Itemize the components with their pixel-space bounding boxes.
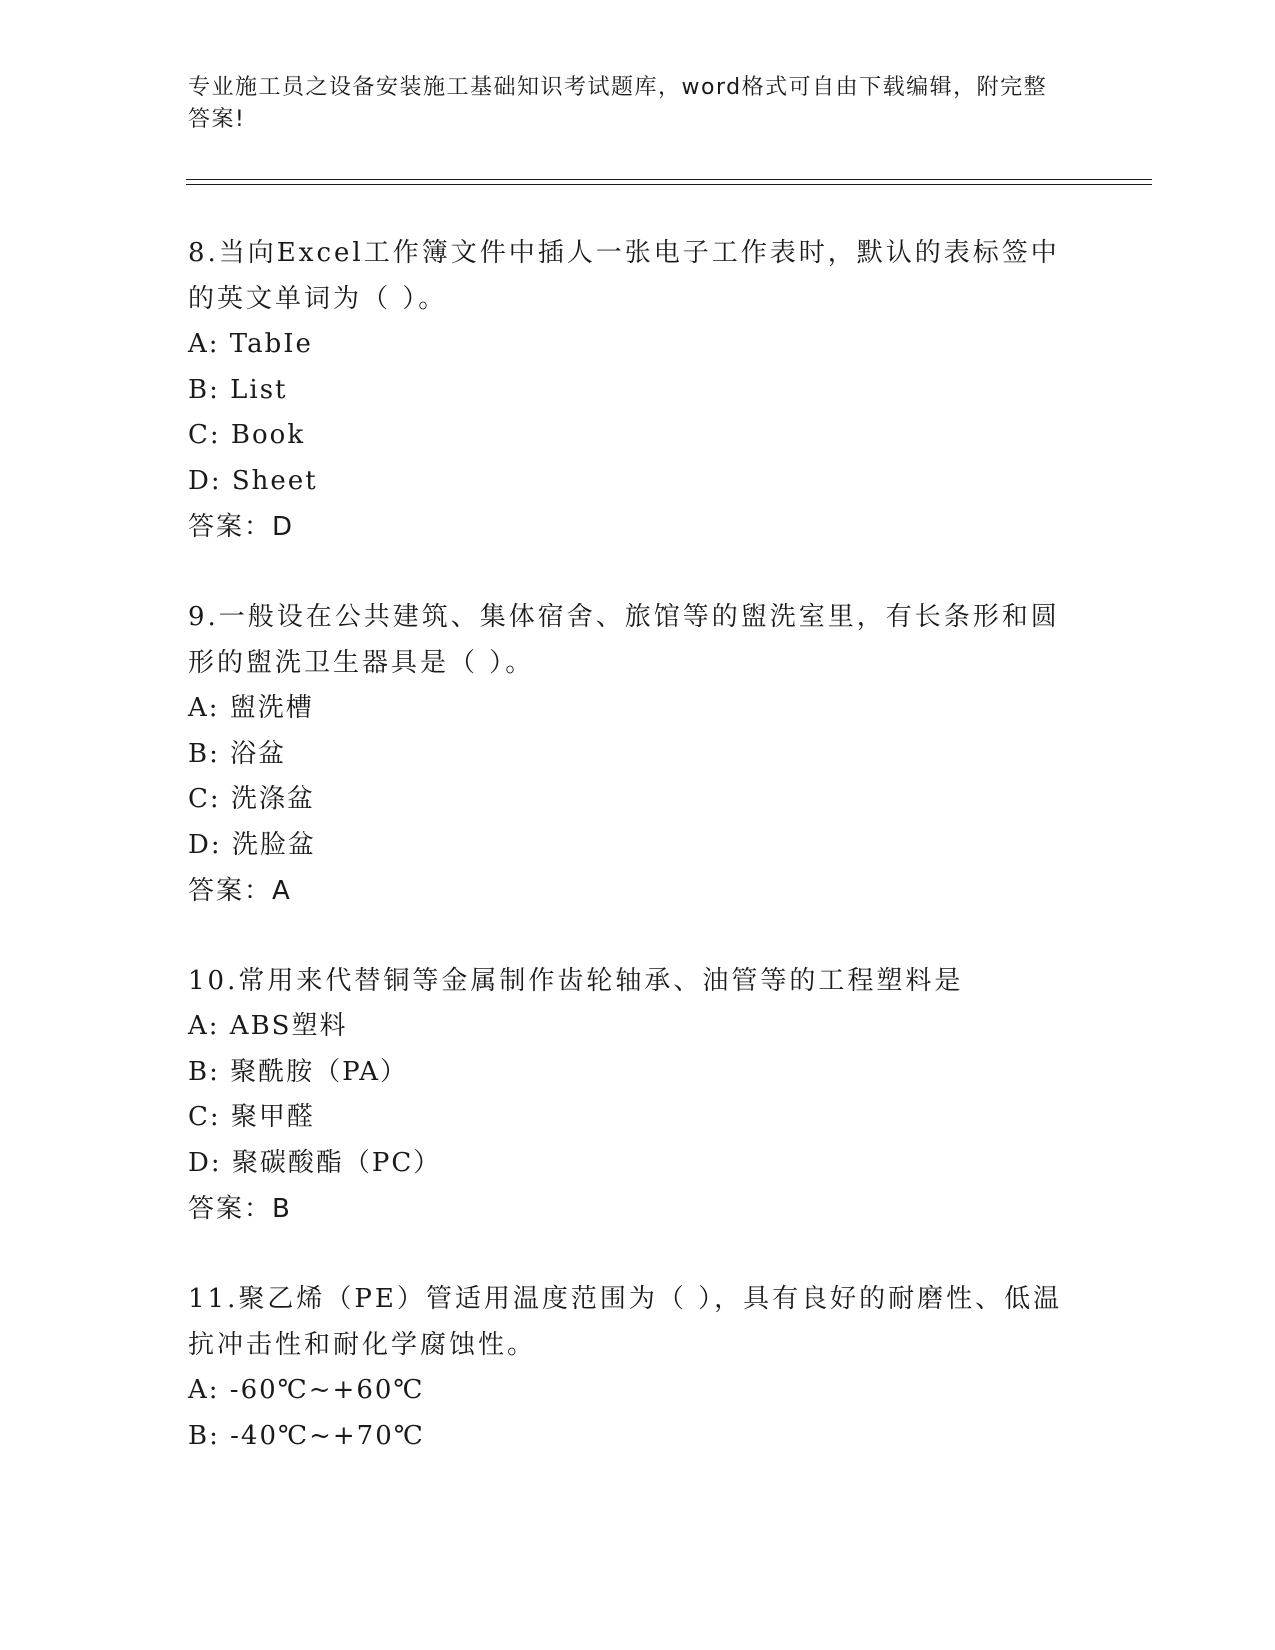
answer: 答案：A — [188, 876, 292, 906]
question-10 — [188, 958, 1068, 1232]
option-c: C: 洗涤盆 — [188, 784, 315, 814]
question-stem: 9.一般设在公共建筑、集体宿舍、旅馆等的盥洗室里，有长条形和圆形的盥洗卫生器具是（ ）。 — [188, 602, 1060, 678]
option-c: C: Book — [188, 420, 306, 450]
question-stem: 8.当向Excel工作簿文件中插人一张电子工作表时，默认的表标签中的英文单词为（ ）。 — [188, 238, 1060, 314]
header-divider-top — [186, 179, 1152, 180]
option-a: A: -60℃~+60℃ — [188, 1375, 425, 1405]
question-stem: 11.聚乙烯（PE）管适用温度范围为（ ），具有良好的耐磨性、低温抗冲击性和耐化学腐蚀性。 — [188, 1284, 1063, 1360]
document-header: 专业施工员之设备安装施工基础知识考试题库，word格式可自由下载编辑，附完整答案! — [188, 75, 1048, 132]
option-d: D: Sheet — [188, 465, 318, 496]
option-b: B: List — [188, 374, 288, 405]
answer: 答案：B — [188, 1194, 292, 1224]
option-a: A: ABS塑料 — [188, 1011, 348, 1041]
option-c: C: 聚甲醛 — [188, 1102, 315, 1132]
option-a: A: 盥洗槽 — [188, 693, 314, 723]
option-b: B: 浴盆 — [188, 738, 287, 769]
option-a: A: TabIe — [188, 329, 313, 359]
option-d: D: 洗脸盆 — [188, 829, 316, 860]
question-stem: 10.常用来代替铜等金属制作齿轮轴承、油管等的工程塑料是 — [188, 966, 964, 996]
header-divider-bottom — [186, 184, 1152, 185]
option-b: B: -40℃~+70℃ — [188, 1420, 425, 1451]
question-8 — [188, 230, 1068, 550]
question-9 — [188, 594, 1068, 914]
option-d: D: 聚碳酸酯（PC） — [188, 1147, 442, 1178]
question-11 — [188, 1276, 1068, 1459]
question-list — [188, 230, 1068, 1503]
option-b: B: 聚酰胺（PA） — [188, 1056, 409, 1087]
answer: 答案：D — [188, 512, 295, 542]
